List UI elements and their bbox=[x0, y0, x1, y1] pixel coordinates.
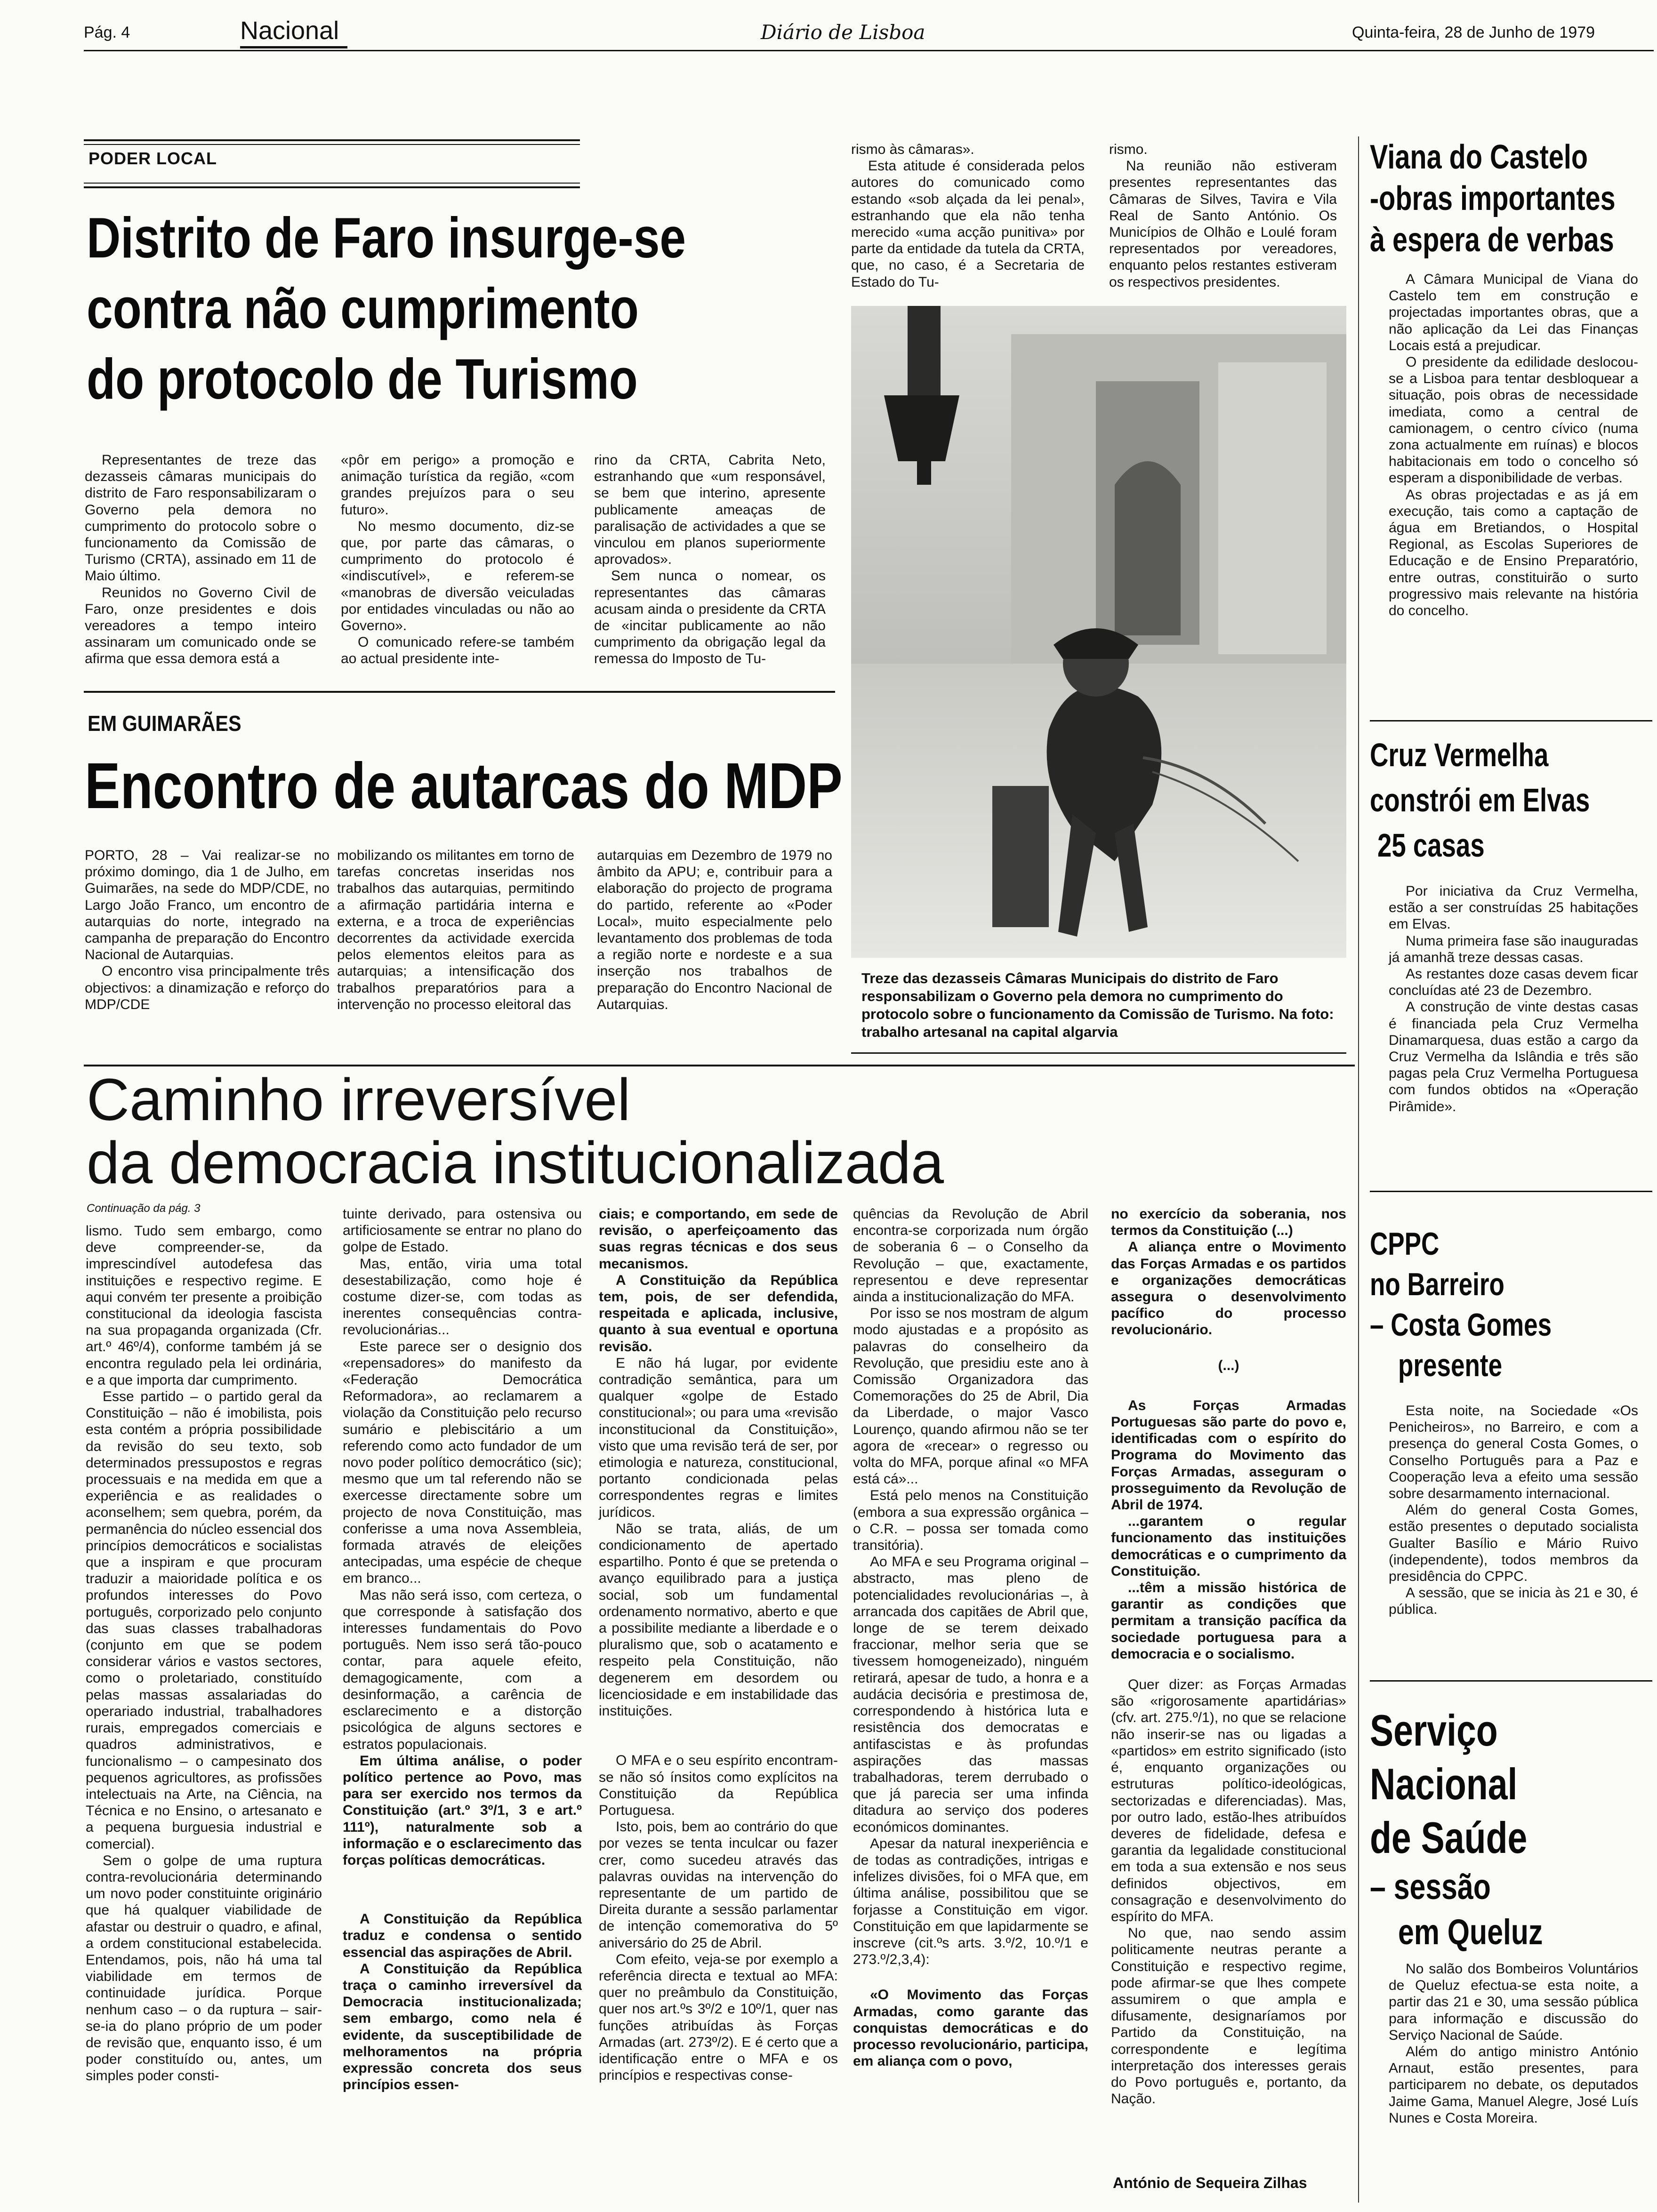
saude-headline-line: Serviço bbox=[1370, 1706, 1498, 1755]
caminho-col-1 bbox=[86, 1223, 322, 2192]
page-number: Pág. 4 bbox=[84, 24, 130, 41]
mdp-headline-text: Encontro de autarcas do MDP bbox=[85, 750, 843, 822]
paragraph: O comunicado refere-se também ao actual presidente inte- bbox=[341, 634, 574, 667]
paragraph: A construção de vinte destas casas é financiada pela Cruz Vermelha Dinamarquesa, duas estão a cargo da Cruz Vermelha da Islândia e três são pagas pela Cruz Vermelha Portuguesa com fundos obtidos na «Operação Pirâmide». bbox=[1389, 999, 1638, 1114]
paragraph: Mas, então, viria uma total desestabilização, como hoje é costume dizer-se, com todas as inerentes consequências contra-revolucionárias... bbox=[343, 1256, 582, 1338]
paragraph: Este parece ser o designio dos «repensadores» do manifesto da «Federação Democrática Reformadora», ao reclamarem a violação da Constituição pelo recurso sumário e plebiscitário a um referendo como acto fundador de um novo poder político democrático (sic); mesmo que um tal referendo não se exercesse directamente sobre um projecto de nova Constituição, mas conferisse a uma nova Assembleia, formada através de eleições antecipadas, uma espécie de cheque em branco... bbox=[343, 1338, 582, 1587]
paragraph: Quer dizer: as Forças Armadas são «rigorosamente apartidárias» (cfv. art. 275.º/1), no que se relacione não inserir-se nas ou ligadas a «partidos» em estrito significado (isto é, enquanto organizações ou estruturas político-ideológicas, sectorizadas e diferenciadas). Mas, por outro lado, estão-lhes atribuídos deveres de fidelidade, defesa e garantia da legalidade constitucional em toda a sua extensão e nos seus definidos objectivos, em consagração e desenvolvimento do espírito do MFA. bbox=[1111, 1677, 1346, 1924]
mdp-kicker: EM GUIMARÃES bbox=[88, 711, 241, 736]
paragraph: Sem o golpe de uma ruptura contra-revolucionária determinando um novo poder constituinte originário que há qualquer viabilidade de afastar ou destruir o quadro, e afinal, a ordem constitucional estabelecida. Entendamos, pois, não há uma tal viabilidade em termos de continuidade jurídica. Porque nenhum caso – o da ruptura – sair-se-ia do plano próprio de um poder de revisão que, enquanto isso, é um poder constituído ou, antes, um simples poder consti- bbox=[86, 1852, 322, 2084]
paragraph: quências da Revolução de Abril encontra-se corporizada num órgão de soberania 6 – o Conselho da Revolução – que, exactamente, representou e deve representar ainda a institucionalização do MFA. bbox=[853, 1206, 1088, 1305]
paragraph: Não se trata, aliás, de um condicionamento de apertado espartilho. Ponto é que se pretenda o avanço equilibrado para a justiça social, sob um fundamental ordenamento normativo, aberto e que a possibilite mediante a liberdade e o pluralismo que, sob o acatamento e respeito pela Constituição, não degenerem em desordem ou licenciosidade e em instabilidade das instituições. bbox=[599, 1521, 838, 1719]
paragraph: Reunidos no Governo Civil de Faro, onze presidentes e dois vereadores a tempo inteiro assinaram um comunicado onde se afirma que essa demora está a bbox=[85, 585, 316, 667]
paragraph: Em última análise, o poder político pertence ao Povo, mas para ser exercido nos termos da Constituição (art.º 3º/1, 3 e art.º 111º), naturalmente sob a informação e o esclarecimento das forças políticas democráticas. bbox=[343, 1753, 582, 1868]
paragraph: ...têm a missão histórica de garantir as condições que permitam a transição pacífica da sociedade portuguesa para a democracia e o socialismo. bbox=[1111, 1580, 1346, 1662]
cppc-headline-line: CPPC bbox=[1370, 1226, 1440, 1262]
paragraph: Esta atitude é considerada pelos autores do comunicado como estando «sob alçada da lei penal», estranhando que ela não tenha merecido «uma acção punitiva» por parte da entidade da tutela da CRTA, que, no caso, é a Secretaria de Estado do Tu- bbox=[851, 158, 1085, 290]
faro-headline-line: Distrito de Faro insurge-se bbox=[87, 206, 686, 270]
paragraph: «pôr em perigo» a promoção e animação turística da região, «com grandes prejuízos para o seu futuro». bbox=[341, 452, 574, 518]
paragraph: Por iniciativa da Cruz Vermelha, estão a ser construídas 25 habitações em Elvas. bbox=[1389, 883, 1638, 932]
artisan-photo-illustration bbox=[851, 306, 1346, 958]
faro-col-2 bbox=[341, 452, 574, 668]
saude-headline-line: Nacional bbox=[1370, 1759, 1518, 1809]
subhead-paragraph: A Constituição da República traduz e condensa o sentido essencial das aspirações de Abril. bbox=[343, 1911, 582, 1960]
cppc-headline-line: no Barreiro bbox=[1370, 1266, 1504, 1302]
kicker-rule-top2 bbox=[84, 144, 580, 145]
faro-col-1 bbox=[85, 452, 316, 668]
caminho-col-3 bbox=[599, 1206, 838, 2194]
paragraph: «O Movimento das Forças Armadas, como garante das conquistas democráticas e do processo revolucionário, participa, em aliança com o povo, bbox=[853, 1987, 1088, 2069]
kicker-rule-bottom2 bbox=[84, 186, 580, 188]
paragraph: Com efeito, veja-se por exemplo a referência directa e textual ao MFA: quer no preâmbulo da Constituição, quer nos art.ºs 3º/2 e 10º/1, quer nas funções atribuídas às Forças Armadas (art. 273º/2). E é certo que a identificação entre o MFA e os princípios e respectivas conse- bbox=[599, 1951, 838, 2084]
paragraph: Além do general Costa Gomes, estão presentes o deputado socialista Gualter Basílio e Mário Ruivo (independente), todos membros da presidência do CPPC. bbox=[1389, 1502, 1638, 1585]
cppc-headline bbox=[1370, 1224, 1648, 1393]
mdp-headline bbox=[85, 748, 843, 833]
mdp-rule-top bbox=[84, 691, 835, 693]
cppc-headline-line: presente bbox=[1398, 1347, 1503, 1383]
section-name: Nacional bbox=[240, 16, 339, 45]
saude-headline-line: – sessão bbox=[1370, 1867, 1491, 1907]
paragraph: Apesar da natural inexperiência e de todas as contradições, intrigas e infelizes divisões, foi o MFA que, em última análise, possibilitou que se forjasse a Constituição em vigor. Constituição em que lapidarmente se inscreve (cit.ºs arts. 3.º/2, 10.º/1 e 273.º/2,3,4): bbox=[853, 1835, 1088, 1968]
cruz-headline-line: Cruz Vermelha bbox=[1370, 737, 1549, 773]
faro-kicker: PODER LOCAL bbox=[88, 149, 217, 168]
faro-headline bbox=[87, 202, 686, 424]
newspaper-name: Diário de Lisboa bbox=[761, 21, 925, 44]
viana-body bbox=[1389, 271, 1638, 709]
paragraph: Numa primeira fase são inauguradas já amanhã treze dessas casas. bbox=[1389, 933, 1638, 965]
paragraph: Mas não será isso, com certeza, o que corresponde à satisfação dos interesses fundamentais do Povo português. Nem isso será tão-pouco contar, para aquele efeito, demagogicamente, com a desinformação, a carência de esclarecimento e a distorção psicológica de alguns sectores e estratos populacionais. bbox=[343, 1587, 582, 1752]
continued-note: Continuação da pág. 3 bbox=[87, 1202, 201, 1215]
saude-body bbox=[1389, 1961, 1638, 2196]
author-signature: António de Sequeira Zilhas bbox=[1113, 2174, 1307, 2191]
sidebar-rule bbox=[1370, 1191, 1652, 1192]
faro-photo-caption: Treze das dezasseis Câmaras Municipais do distrito de Faro responsabilizam o Governo pela demora no cumprimento do protocolo sobre o funcionamento da Comissão de Turismo. Na foto: trabalho artesanal na capital algarvia bbox=[861, 970, 1334, 1040]
paragraph: autarquias em Dezembro de 1979 no âmbito da APU; e, contribuir para a elaboração do projecto de programa do partido, referente ao «Poder Local», muito especialmente pelo levantamento dos problemas de toda a região norte e nordeste e a sua inserção nos trabalhos de preparação do Encontro Nacional de Autarquias. bbox=[597, 848, 832, 1012]
paragraph: no exercício da soberania, nos termos da Constituição (...) bbox=[1111, 1206, 1346, 1239]
viana-headline bbox=[1370, 136, 1648, 264]
paragraph: ciais; e comportando, em sede de revisão, o aperfeiçoamento das suas regras técnicas e dos seus mecanismos. bbox=[599, 1206, 838, 1272]
paragraph: Além do antigo ministro António Arnaut, estão presentes, para participarem no debate, os deputados Jaime Gama, Manuel Alegre, José Luís Nunes e Costa Moreira. bbox=[1389, 2044, 1638, 2126]
caminho-headline-line: da democracia institucionalizada bbox=[87, 1130, 944, 1196]
faro-headline-line: contra não cumprimento bbox=[87, 276, 639, 340]
sidebar-rule bbox=[1370, 720, 1652, 721]
paragraph: (...) bbox=[1218, 1357, 1239, 1373]
paragraph: No que, nao sendo assim politicamente neutras perante a Constituição e respectivo regime, pode afirmar-se que lhes compete assumirem o que ampla e difusamente, designaríamos por Partido da Constituição, na correspondente e legítima interpretação dos interesses gerais do Povo português e, portanto, da Nação. bbox=[1111, 1925, 1346, 2107]
paragraph: Isto, pois, bem ao contrário do que por vezes se tenta inculcar ou fazer crer, como sucedeu através das palavras ouvidas na intervenção do representante de um partido de Direita durante a sessão parlamentar de intenção comemorativa do 5º aniversário do 25 de Abril. bbox=[599, 1819, 838, 1951]
paragraph: PORTO, 28 – Vai realizar-se no próximo domingo, dia 1 de Julho, em Guimarães, na sede do MDP/CDE, no Largo João Franco, um encontro de autarquias do norte, integrado na campanha de preparação do Encontro Nacional de Autarquias. bbox=[85, 848, 330, 963]
paragraph: Ao MFA e seu Programa original – abstracto, mas pleno de potencialidades revolucionárias –, à arrancada dos capitães de Abril que, longe de se terem deixado fraccionar, melhor seria que se tivessem homogeneizado), ninguém retirará, apesar de tudo, a honra e a audácia decisória e prestimosa de, correspondendo à histórica luta e resistência dos democratas e antifascistas e às profundas aspirações das massas trabalhadoras, terem derrubado o que já parecia ser uma infinda ditadura ao serviço dos poderes económicos dominantes. bbox=[853, 1554, 1088, 1835]
paragraph: ...garantem o regular funcionamento das instituições democráticas e o cumprimento da Constituição. bbox=[1111, 1514, 1346, 1579]
paragraph: O presidente da edilidade deslocou-se a Lisboa para tentar desbloquear a situação, pois obras de necessidade imediata, como a central de camionagem, o centro cívico (numa zona actualmente em ruínas) e blocos habitacionais em todo o concelho só esperam a disponibilidade de verbas. bbox=[1389, 354, 1638, 486]
paragraph: tuinte derivado, para ostensiva ou artificiosamente se entrar no plano do golpe de Estado. bbox=[343, 1206, 582, 1255]
cruz-body bbox=[1389, 883, 1638, 1175]
saude-headline bbox=[1370, 1704, 1648, 1952]
paragraph: Está pelo menos na Constituição (embora a sua expressão orgânica – o C.R. – possa ser tomada como transitória). bbox=[853, 1488, 1088, 1554]
issue-date: Quinta-feira, 28 de Junho de 1979 bbox=[1352, 24, 1595, 41]
paragraph: A Câmara Municipal de Viana do Castelo tem em construção e projectadas importantes obras, que a não aplicação da Lei das Finanças Locais está a prejudicar. bbox=[1389, 272, 1638, 353]
caminho-col-4 bbox=[853, 1206, 1088, 2194]
mdp-col-2 bbox=[337, 847, 574, 1040]
caminho-col-5 bbox=[1111, 1206, 1346, 2161]
paragraph: rismo às câmaras». bbox=[851, 142, 974, 157]
mdp-col-3 bbox=[597, 847, 832, 1040]
cruz-headline-line: constrói em Elvas bbox=[1370, 782, 1590, 818]
paragraph: rismo. bbox=[1109, 142, 1148, 157]
paragraph: mobilizando os militantes em torno de tarefas concretas inseridas nos trabalhos das autarquias, permitindo a afirmação partidária interna e externa, e a troca de experiências decorrentes da actividade exercida pelos elementos eleitos para as autarquias; a intensificação dos trabalhos preparatórios para a intervenção no processo eleitoral das bbox=[337, 848, 574, 1012]
cruz-headline-line: 25 casas bbox=[1377, 827, 1485, 864]
paragraph: E não há lugar, por evidente contradição semântica, para um qualquer «golpe de Estado constitucional»; ou para uma «revisão inconstitucional da Constituição», visto que uma revisão terá de ser, por etimologia e natureza, constitucional, portanto condicionada pelas correspondentes regras e limites jurídicos. bbox=[599, 1355, 838, 1520]
paragraph: Esta noite, na Sociedade «Os Penicheiros», no Barreiro, e com a presença do general Costa Gomes, o Conselho Português para a Paz e Cooperação leva a efeito uma sessão sobre desarmamento internacional. bbox=[1389, 1403, 1638, 1502]
paragraph: As obras projectadas e as já em execução, tais como a captação de água em Bretiandos, o Hospital Regional, as Escolas Superiores de Educação e de Ensino Preparatório, entre outras, constituirão o surto progressivo mais relevante na história do concelho. bbox=[1389, 487, 1638, 619]
cppc-body bbox=[1389, 1403, 1638, 1680]
faro-headline-line: do protocolo de Turismo bbox=[87, 347, 638, 411]
paragraph: O encontro visa principalmente três objectivos: a dinamização e reforço do MDP/CDE bbox=[85, 963, 330, 1012]
faro-photo bbox=[851, 306, 1346, 958]
paragraph: As Forças Armadas Portuguesas são parte do povo e, identificadas com o espírito do Programa do Movimento das Forças Armadas, asseguram o prosseguimento da Revolução de Abril de 1974. bbox=[1111, 1397, 1346, 1513]
kicker-rule-bottom bbox=[84, 183, 580, 184]
paragraph: Sem nunca o nomear, os representantes das câmaras acusam ainda o presidente da CRTA de «incitar publicamente ao não cumprimento da obrigação legal da remessa do Imposto de Tu- bbox=[594, 568, 826, 667]
mdp-col-1 bbox=[85, 847, 330, 1040]
saude-headline-line: de Saúde bbox=[1370, 1813, 1528, 1862]
viana-headline-line: -obras importantes bbox=[1370, 180, 1616, 217]
cruz-headline bbox=[1370, 732, 1648, 874]
paragraph: Representantes de treze das dezasseis câmaras municipais do distrito de Faro responsabilizaram o Governo pela demora no cumprimento do protocolo sobre o funcionamento da Comissão de Turismo (CRTA), assinado em 11 de Maio último. bbox=[85, 452, 316, 584]
subhead-paragraph: A Constituição da República traça o caminho irreversível da Democracia institucionalizada; sem embargo, como nela é evidente, da susceptibilidade de melhoramentos na própria expressão concreta dos seus princípios essen- bbox=[343, 1961, 582, 2093]
paragraph: No salão dos Bombeiros Voluntários de Queluz efectua-se esta noite, a partir das 21 e 30, uma sessão pública para informação e discussão do Serviço Nacional de Saúde. bbox=[1389, 1961, 1638, 2043]
paragraph: A Constituição da República tem, pois, de ser defendida, respeitada e aplicada, inclusive, quanto à sua eventual e oportuna revisão. bbox=[599, 1272, 838, 1354]
sidebar-divider bbox=[1358, 136, 1359, 2203]
paragraph: A sessão, que se inicia às 21 e 30, é pública. bbox=[1389, 1585, 1638, 1618]
paragraph: rino da CRTA, Cabrita Neto, estranhando que «um responsável, se bem que interino, apresente publicamente ameaças de paralisação de actividades a que se vinculou em planos superiormente aprovados». bbox=[594, 452, 826, 568]
sidebar-rule bbox=[1370, 1680, 1652, 1682]
caminho-headline-line: Caminho irreversível bbox=[87, 1066, 631, 1133]
paragraph: O MFA e o seu espírito encontram-se não só ínsitos como explícitos na Constituição da República Portuguesa. bbox=[599, 1753, 838, 1818]
section-underline bbox=[240, 46, 347, 48]
caption-rule bbox=[851, 1052, 1346, 1054]
faro-col-4 bbox=[851, 141, 1085, 297]
viana-headline-line: à espera de verbas bbox=[1370, 221, 1614, 259]
masthead-rule bbox=[84, 50, 1654, 51]
cppc-headline-line: – Costa Gomes bbox=[1370, 1307, 1552, 1343]
paragraph: As restantes doze casas devem ficar concluídas até 23 de Dezembro. bbox=[1389, 966, 1638, 999]
paragraph: No mesmo documento, diz-se que, por parte das câmaras, o cumprimento do protocolo é «indiscutível», e referem-se «manobras de diversão veiculadas por entidades vinculadas ou não ao Governo». bbox=[341, 518, 574, 634]
faro-col-3 bbox=[594, 452, 826, 668]
kicker-rule-top bbox=[84, 139, 580, 141]
paragraph: Esse partido – o partido geral da Constituição – não é imobilista, pois esta contém a própria possibilidade da revisão do seu texto, sob determinados pressupostos e regras processuais e na medida em que a experiência e as realidades o aconselhem; sem quebra, porém, da permanência do núcleo essencial dos princípios democráticos e socialistas que a inspiram e que procuram traduzir a maioridade política e os profundos interesses do Povo português, corporizado pelo conjunto das suas classes trabalhadoras (conjunto em que se podem considerar vários e vastos sectores, como o proletariado, constituído pelas massas assalariadas do operariado industrial, trabalhadores rurais, empregados comerciais e quadros administrativos, e funcionalismo – o campesinato dos pequenos agricultores, as profissões intelectuais na Arte, na Ciência, na Técnica e no Ensino, o artesanato e a pequena burguesia industrial e comercial). bbox=[86, 1389, 322, 1852]
paragraph: lismo. Tudo sem embargo, como deve compreender-se, da imprescindível autodefesa das instituições e respectivo regime. E aqui convém ter presente a proibição constitucional da ideologia fascista na sua propaganda organizada (Cfr. art.º 46º/4), conforme também já se encontra regulado pela lei ordinária, e a que importa dar cumprimento. bbox=[86, 1223, 322, 1388]
caminho-col-2 bbox=[343, 1206, 582, 2194]
paragraph: Na reunião não estiveram presentes representantes das Câmaras de Silves, Tavira e Vila Real de Santo António. Os Municípios de Olhão e Loulé foram representados por vereadores, enquanto pelos restantes estiveram os respectivos presidentes. bbox=[1109, 158, 1337, 290]
faro-col-5 bbox=[1109, 141, 1337, 297]
paragraph: A aliança entre o Movimento das Forças Armadas e os partidos e organizações democráticas assegura o desenvolvimento pacífico do processo revolucionário. bbox=[1111, 1239, 1346, 1338]
saude-headline-line: em Queluz bbox=[1398, 1912, 1543, 1952]
paragraph: Por isso se nos mostram de algum modo ajustadas e a propósito as palavras do conselheiro da Revolução, que presidiu este ano à Comissão Organizadora das Comemorações do 25 de Abril, Dia da Liberdade, o major Vasco Lourenço, quando afirmou não se ter agora de «recear» o regresso ou volta do MFA, porque afinal «o MFA está cá»... bbox=[853, 1306, 1088, 1487]
caminho-headline bbox=[87, 1068, 1348, 1195]
viana-headline-line: Viana do Castelo bbox=[1370, 138, 1588, 176]
